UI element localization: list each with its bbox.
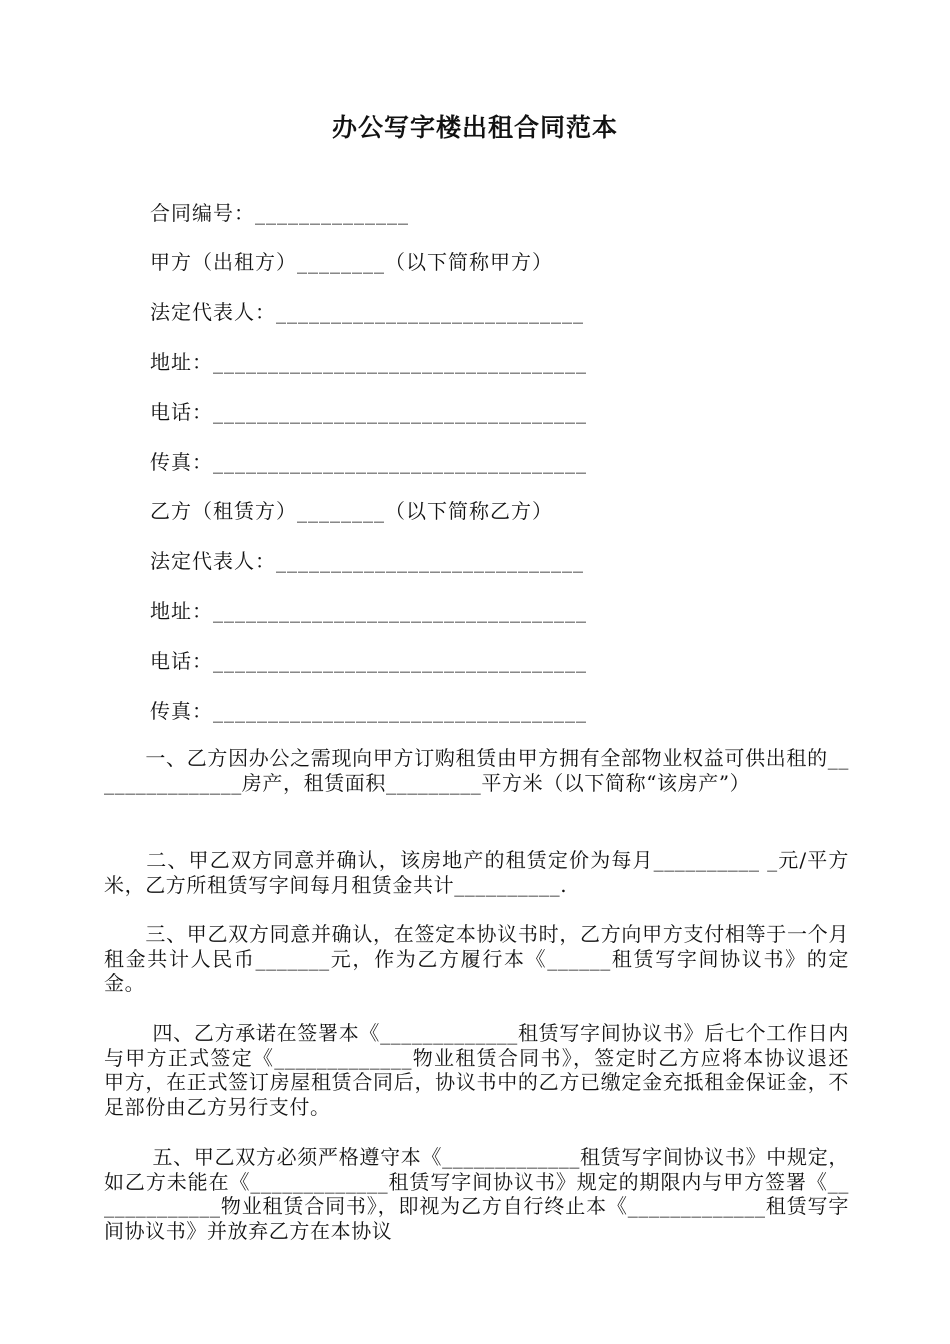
contract-number-field: 合同编号：______________ [150, 201, 409, 225]
document-title: 办公写字楼出租合同范本 [331, 113, 618, 142]
clause-4: 四、乙方承诺在签署本《_____________租赁写字间协议书》后七个工作日内与甲方正式签定《_____________物业租赁合同书》，签定时乙方应将本协议退还甲方，在正式签订房屋租赁合同后，协议书中的乙方已缴定金充抵租金保证金，不足部份由乙方另行支付。 [104, 1021, 849, 1119]
party-a-legal-rep-field: 法定代表人：____________________________ [150, 300, 584, 324]
party-b-phone-field: 电话：__________________________________ [150, 649, 587, 673]
clause-3: 三、甲乙双方同意并确认，在签定本协议书时，乙方向甲方支付相等于一个月租金共计人民币_______元，作为乙方履行本《______租赁写字间协议书》的定金。 [104, 922, 849, 995]
party-a-fax-field: 传真：__________________________________ [150, 450, 587, 474]
party-b-fax-field: 传真：__________________________________ [150, 699, 587, 723]
clause-2: 二、甲乙双方同意并确认，该房地产的租赁定价为每月__________ _元/平方米，乙方所租赁写字间每月租赁金共计__________. [104, 848, 849, 897]
party-a-field: 甲方（出租方）________（以下简称甲方） [150, 250, 553, 274]
clause-5: 五、甲乙双方必须严格遵守本《_____________租赁写字间协议书》中规定，如乙方未能在《_____________租赁写字间协议书》规定的期限内与甲方签署《_____________物业租赁合同书》，即视为乙方自行终止本《_____________租赁写字间协议书》并放弃乙方在本协议 [104, 1145, 849, 1243]
party-b-field: 乙方（租赁方）________（以下简称乙方） [150, 499, 553, 523]
party-a-address-field: 地址：__________________________________ [150, 350, 587, 374]
party-b-address-field: 地址：__________________________________ [150, 599, 587, 623]
party-a-phone-field: 电话：__________________________________ [150, 400, 587, 424]
clause-1: 一、乙方因办公之需现向甲方订购租赁由甲方拥有全部物业权益可供出租的_______________房产，租赁面积_________平方米（以下简称“该房产”） [104, 746, 849, 795]
party-b-legal-rep-field: 法定代表人：____________________________ [150, 549, 584, 573]
